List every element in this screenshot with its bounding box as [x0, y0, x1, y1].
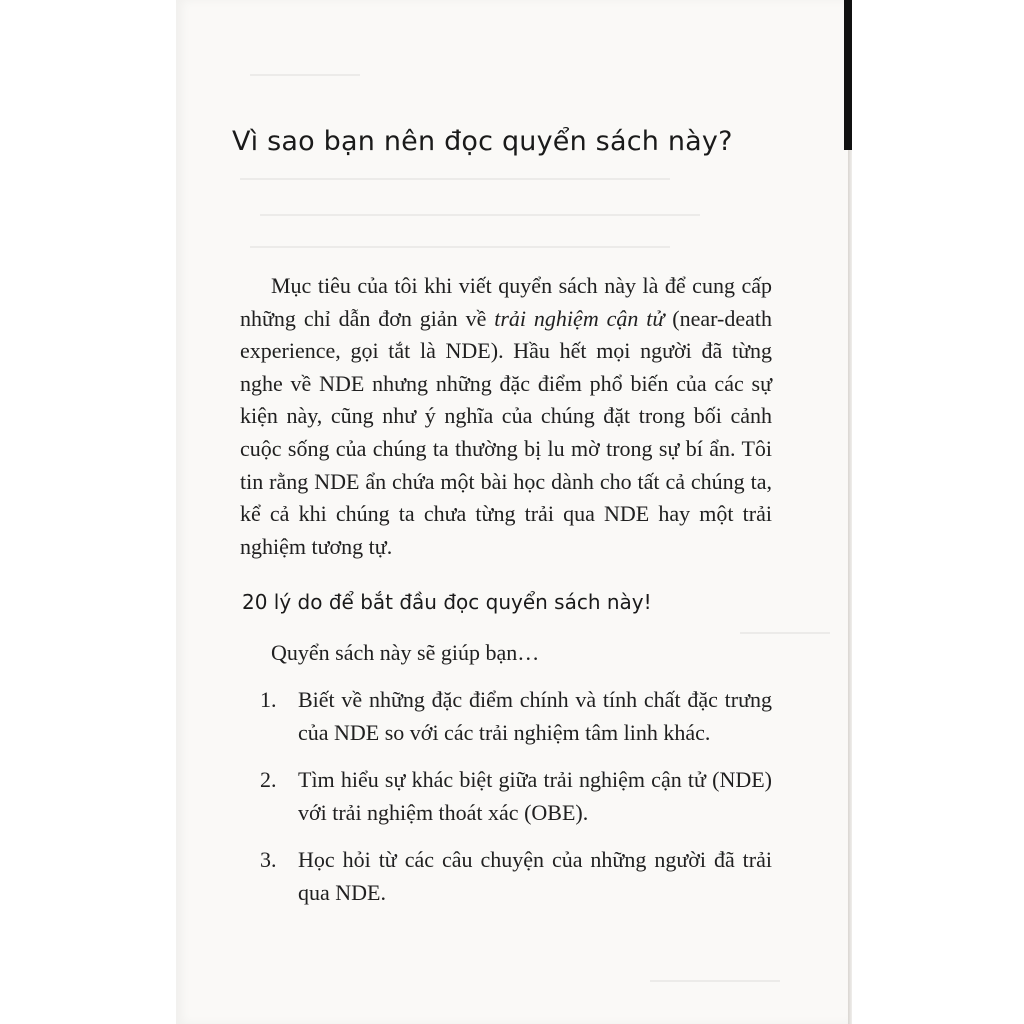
list-item-number: 2. [260, 767, 277, 793]
show-through-line [650, 980, 780, 982]
list-item [232, 684, 772, 749]
list-item-number: 1. [260, 687, 277, 713]
page-content [232, 122, 772, 909]
intro-italic-term: trải nghiệm cận tử [494, 305, 665, 331]
reasons-list [232, 684, 772, 909]
show-through-line [250, 74, 360, 76]
page-edge [848, 0, 852, 1024]
list-item [232, 764, 772, 829]
list-item-number: 3. [260, 847, 277, 873]
dark-corner-edge [844, 0, 852, 150]
list-item-text: Tìm hiểu sự khác biệt giữa trải nghiệm cận tử (NDE) với trải nghiệm thoát xác (OBE). [298, 767, 772, 825]
intro-text-start: Mục tiêu của tôi khi viết quyển sách này là để cung cấp những chỉ dẫn đơn giản về [240, 273, 772, 331]
list-item [232, 844, 772, 909]
intro-text-end: (near-death experience, gọi tắt là NDE). Hầu hết mọi người đã từng nghe về NDE nhưng những đặc điểm phổ biến của các sự kiện này, cũng như ý nghĩa của chúng đặt trong bối cảnh cuộc sống của chúng ta thường bị lu mờ trong sự bí ẩn. Tôi tin rằng NDE ẩn chứa một bài học dành cho tất cả chúng ta, kể cả khi chúng ta chưa từng trải qua NDE hay một trải nghiệm tương tự. [240, 305, 772, 559]
intro-paragraph [240, 270, 772, 563]
list-item-text: Biết về những đặc điểm chính và tính chất đặc trưng của NDE so với các trải nghiệm tâm linh khác. [298, 687, 772, 745]
reasons-heading: 20 lý do để bắt đầu đọc quyển sách này! [242, 590, 652, 615]
list-item-text: Học hỏi từ các câu chuyện của những người đã trải qua NDE. [298, 847, 772, 905]
reasons-lead-in: Quyển sách này sẽ giúp bạn… [271, 640, 540, 666]
page-title: Vì sao bạn nên đọc quyển sách này? [232, 126, 733, 157]
